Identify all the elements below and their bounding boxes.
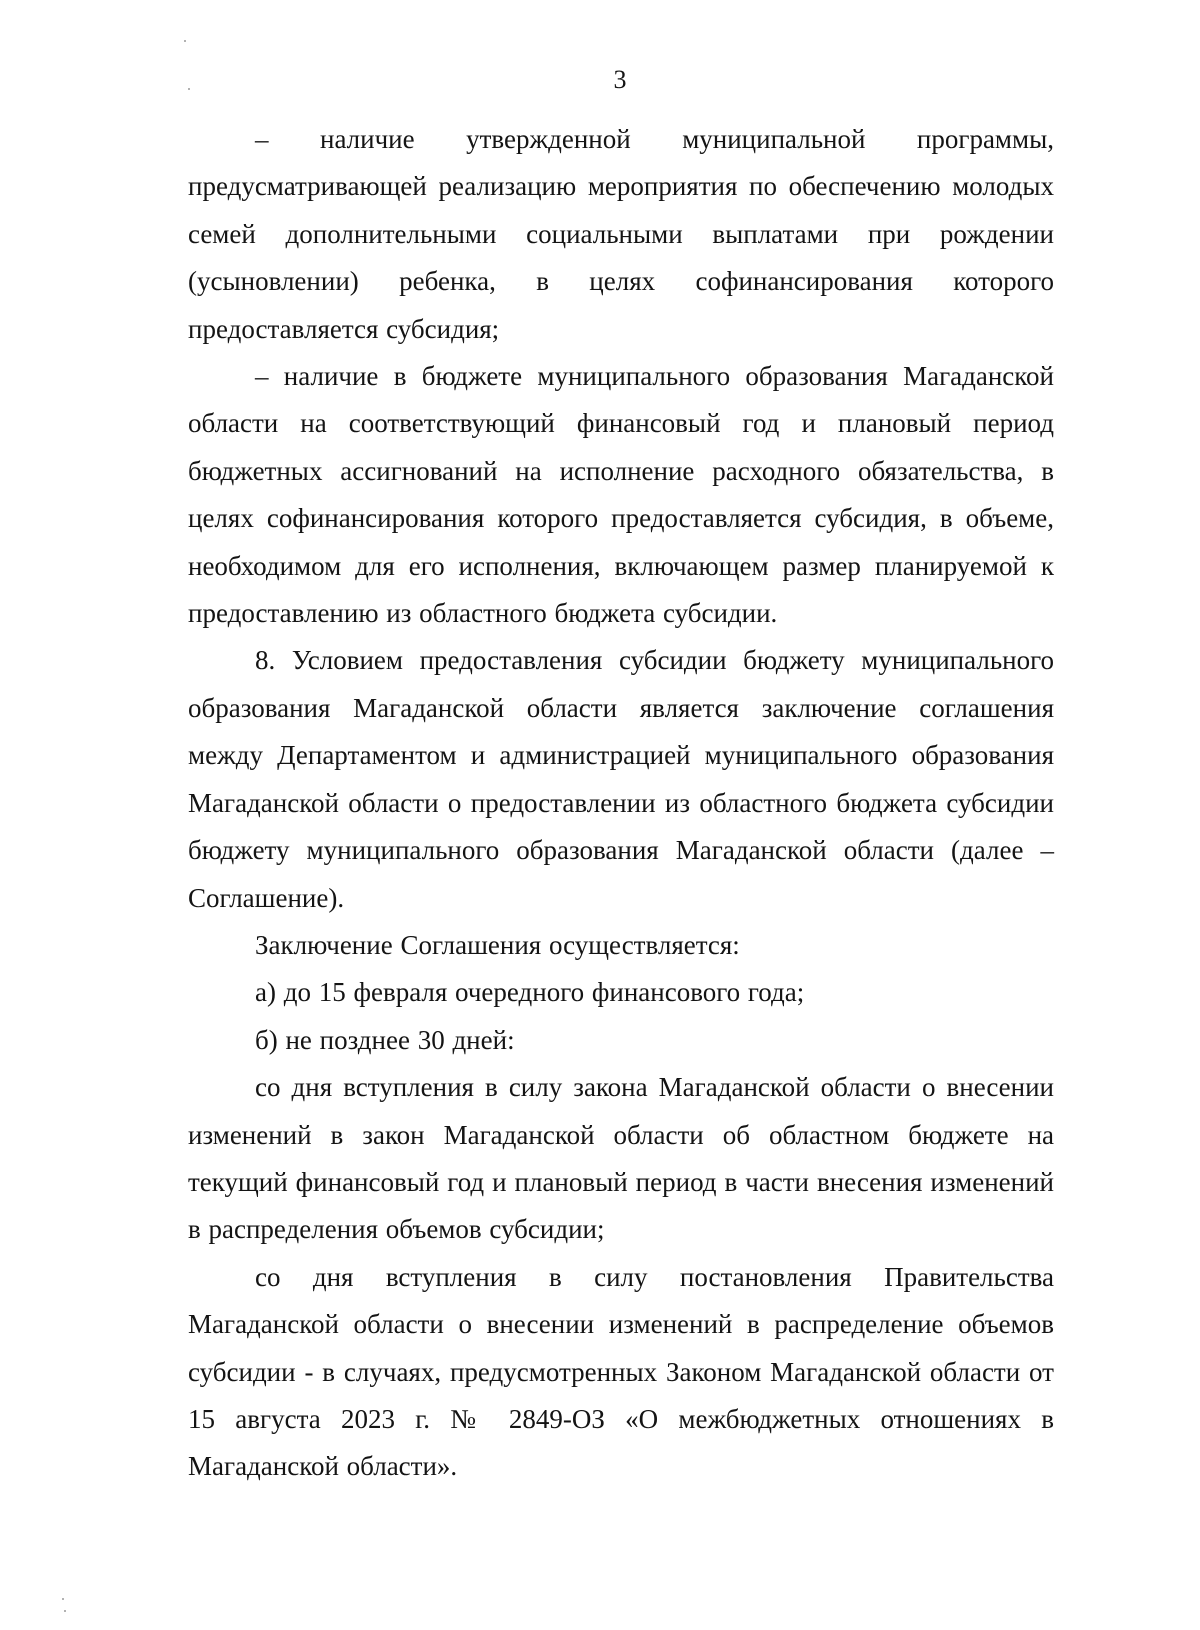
paragraph-clause-8: 8. Условием предоставления субсидии бюджету муниципального образования Магаданской области является заключение соглашения между Департаментом и администрацией муниципального образования Магаданской области о предоставлении из областного бюджета субсидии бюджету муниципального образования Магаданской области (далее – Соглашение). [188, 645, 1054, 913]
scan-speck [184, 40, 186, 42]
page-number: 3 [613, 65, 627, 94]
scan-speck [62, 1598, 64, 1600]
paragraph-item-a: а) до 15 февраля очередного финансового года; [255, 977, 805, 1008]
paragraph-government-decree: со дня вступления в силу постановления Правительства Магаданской области о внесении изменений в распределение объемов субсидии - в случаях, предусмотренных Законом Магаданской области от 15 августа 2023 г. № 2849-ОЗ «О межбюджетных отношениях в Магаданской области». [188, 1261, 1054, 1482]
scan-speck [188, 88, 190, 90]
paragraph-program-condition: – наличие утвержденной муниципальной программы, предусматривающей реализацию мероприятия по обеспечению молодых семей дополнительными социальными выплатами при рождении (усыновлении) ребенка, в целях софинансирования которого предоставляется субсидия; [188, 124, 1054, 344]
paragraph-agreement-intro: Заключение Соглашения осуществляется: [255, 929, 740, 960]
paragraph-budget-condition: – наличие в бюджете муниципального образования Магаданской области на соответствующий финансовый год и плановый период бюджетных ассигнований на исполнение расходного обязательства, в целях софинансирования которого предоставляется субсидия, в объеме, необходимом для его исполнения, включающем размер планируемой к предоставлению из областного бюджета субсидии. [188, 361, 1054, 629]
scan-speck [64, 1610, 66, 1612]
document-body [188, 116, 1054, 1491]
paragraph-law-amendment: со дня вступления в силу закона Магаданской области о внесении изменений в закон Магаданской области об областном бюджете на текущий финансовый год и плановый период в части внесения изменений в распределения объемов субсидии; [188, 1072, 1054, 1245]
paragraph-item-b: б) не позднее 30 дней: [255, 1024, 515, 1055]
